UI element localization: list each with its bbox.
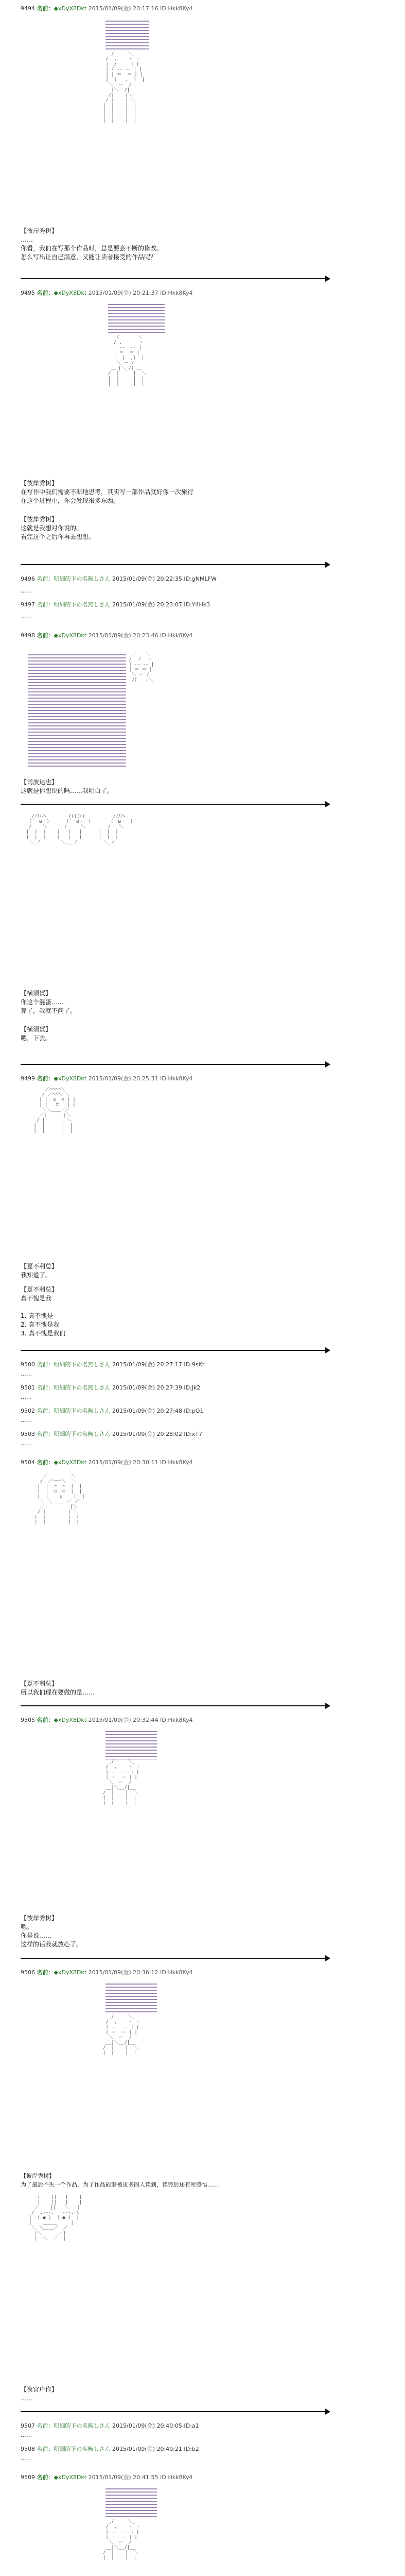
speech-block: 【横須賀】 嗯，下去。 (21, 1026, 52, 1042)
reply-header: 9501 名前：明細的下の名無しさん 2015/01/09(金) 20:27:39 ID:Jk2 (21, 1384, 201, 1391)
post-divider (21, 1350, 329, 1351)
reply-header: 9502 名前：明細的下の名無しさん 2015/01/09(金) 20:27:48 ID:pQ1 (21, 1408, 204, 1414)
reply-text: …… (21, 613, 32, 620)
ascii-art-hat (105, 1984, 157, 2014)
post-header: 9506 名前：◆xDyX8Dkt 2015/01/09(金) 20:36:12 ID:Hkk8Ky4 (21, 1969, 193, 1976)
ascii-art-character: _/￣￣￣＼_ / , ヽ ヽ | -‐ -‐ | | | ＝ ＝ | | ＼ ー / __|＼__/|__ / | | ＼ | | | | | | | | (103, 1759, 140, 1806)
ascii-art-character: _/￣￣￣＼_ / , ヽ ヽ | -‐ -‐ | | | ＝ ＝ | | ＼ ー / __|＼__/|__ / | | ＼ | | | | (103, 2519, 140, 2561)
reply-header: 9507 名前：明細的下の名無しさん 2015/01/09(金) 20:40:05 ID:a1 (21, 2422, 199, 2429)
post-divider (21, 804, 329, 805)
ascii-art-character: ／⌒⌒⌒⌒＼ / ／⌒⌒＼ ＼ | | ◎ ◎ | | | | ∀ | | ＼＼＿＿／／ ／| |＼ / | | ＼ | | | | | | | | (33, 1087, 76, 1133)
ascii-art-character: _/￣￣￣＼_ / , ヽ ヽ | / | | | / -‐ -‐ | | | | ＝ ＝ | | | ( , ) | ＼ ー / |＼__/| /| |＼ / | | ＼ | | | | | | | | | | | | | | | | (103, 52, 145, 124)
reply-text: …… (21, 1440, 32, 1447)
reply-header: 9503 名前：明細的下の名無しさん 2015/01/09(金) 20:28:02 ID:xT7 (21, 1431, 203, 1437)
reply-text: …… (21, 1417, 32, 1423)
ascii-art-character: | || | | | || | | ／ || ＼ | / ,-‐-, ,-‐-, \ | ( ● ) ( ● ) | | ＿＿＿ | ＼ ＼＿＿／ ／ |＼ ／| | ＼ ／ | (29, 2195, 82, 2241)
speech-block: 【夏不利总】 所以我们现在要做的是…… (21, 1680, 95, 1696)
ascii-art-character: ／￣￣＼ / ノ ヽ | -‐ -‐ | | ＝ ＝ | ＼ ー / /| |＼ (129, 652, 154, 683)
post-header: 9509 名前：◆xDyX8Dkt 2015/01/09(金) 20:41:55 ID:Hkk8Ky4 (21, 2474, 193, 2481)
post-header: 9495 名前：◆xDyX8Dkt 2015/01/09(金) 20:21:37 ID:Hkk8Ky4 (21, 290, 193, 296)
post-divider (21, 1064, 329, 1065)
speech-block: 【横須賀】 你这个混蛋…… 算了，我就不问了。 (21, 990, 77, 1014)
reply-text: …… (21, 587, 32, 594)
ascii-art-character: _/￣￣￣＼_ / , ヽ ヽ | -‐ -‐ | | | ＝ ＝ | | ＼ ー / __|＼__/|__ / | | ＼ | | | | (103, 2014, 140, 2056)
ascii-art-hat (108, 304, 165, 335)
post-divider (21, 1958, 329, 1959)
ascii-art-character: /￣￣￣￣＼ / , ヽ | -‐ -‐ | | ＝ ＝ | | ( ,) | ＼ ー / ＿_|＼_/|_＿ / | | ＼ | | | | | | | | (108, 335, 147, 386)
post-header: 9498 名前：◆xDyX8Dkt 2015/01/09(金) 20:23:46 ID:Hkk8Ky4 (21, 632, 193, 639)
speech-block: 【彼岸秀树】 …… 你看，我们在写那个作品时，总是要会不断的修改。 怎么写出让自己满意，又能让读者接受的作品呢？ (21, 227, 163, 261)
ascii-art-crowd: /ﾉﾉﾉﾉﾍ (((((( /ﾉﾉﾉﾍ (´・ω・) (´・ω・｀) (・ω・｀) / ＼ / ＼ / ＼ | | | | | | | | | | | | | | | | | | ＼_ノ ＼___ノ ＼_ノ (26, 814, 133, 845)
speech-block: 【彼岸秀树】 嗯。 你是说…… 这样的话我就放心了。 (21, 1914, 83, 1948)
speech-block: 【彼岸秀树】 为了最后不失一个作品，为了作品能够被更多的人读到，读完后还有所感悟…… (21, 2173, 219, 2188)
post-header: 9494 名前：◆xDyX8Dkt 2015/01/09(金) 20:17:16 ID:Hkk8Ky4 (21, 5, 193, 12)
reply-header: 9500 名前：明細的下の名無しさん 2015/01/09(金) 20:27:17 ID:9sKr (21, 1361, 205, 1368)
ascii-art-hat (105, 2488, 157, 2519)
post-divider (21, 2411, 329, 2412)
speech-block: 【夏不利总】 我知道了。 (21, 1263, 58, 1279)
reply-header: 9496 名前：明細的下の名無しさん 2015/01/09(金) 20:22:35 ID:gNMLFW (21, 575, 217, 582)
reply-text: …… (21, 1394, 32, 1400)
speech-block: 【夜宫户作】 …… (21, 2386, 58, 2402)
ascii-art-character: ／￣￣￣￣￣＼ / ／⌒⌒⌒＼ ＼ | | ─ ─ | | | | ○ ○ | | | | ∪ | | ＼ ＼ ＿＿ ／ ／ ／| |＼ / | | ＼ | | | | | | | | (34, 1473, 85, 1525)
reply-header: 9508 名前：明細的下の名無しさん 2015/01/09(金) 20:40:21 ID:b2 (21, 2446, 199, 2452)
post-divider (21, 564, 329, 565)
speech-block: 【彼岸秀树】 在写作中我们需要不断地思考，其实写一部作品就好像一次旅行 在这个过程中，你会发现很多东西。 (21, 480, 194, 504)
post-divider (21, 1705, 329, 1706)
speech-block: 【司波达也】 这就是你想说的吗……我明白了。 (21, 778, 114, 794)
post-header: 9499 名前：◆xDyX8Dkt 2015/01/09(金) 20:25:31 ID:Hkk8Ky4 (21, 1075, 193, 1082)
ascii-art-striped-figure (28, 654, 126, 768)
speech-block: 【彼岸秀树】 这就是我想对你说的。 看完这个之后你再去想想。 (21, 516, 95, 540)
reply-text: …… (21, 2455, 32, 2462)
ascii-art-hat (105, 1731, 157, 1759)
post-header: 9504 名前：◆xDyX8Dkt 2015/01/09(金) 20:30:11 ID:Hkk8Ky4 (21, 1459, 193, 1466)
reply-header: 9497 名前：明細的下の名無しさん 2015/01/09(金) 20:23:07 ID:Y4Hk3 (21, 601, 210, 608)
ascii-art-hat (105, 21, 149, 52)
post-header: 9505 名前：◆xDyX8Dkt 2015/01/09(金) 20:32:44 ID:Hkk8Ky4 (21, 1717, 193, 1723)
reply-text: …… (21, 1370, 32, 1377)
post-divider (21, 278, 329, 279)
reply-text: …… (21, 2432, 32, 2438)
speech-block: 【夏不利总】 真不愧是我 1. 真不愧是 2. 真不愧是我 3. 真不愧是我们 (21, 1286, 66, 1337)
